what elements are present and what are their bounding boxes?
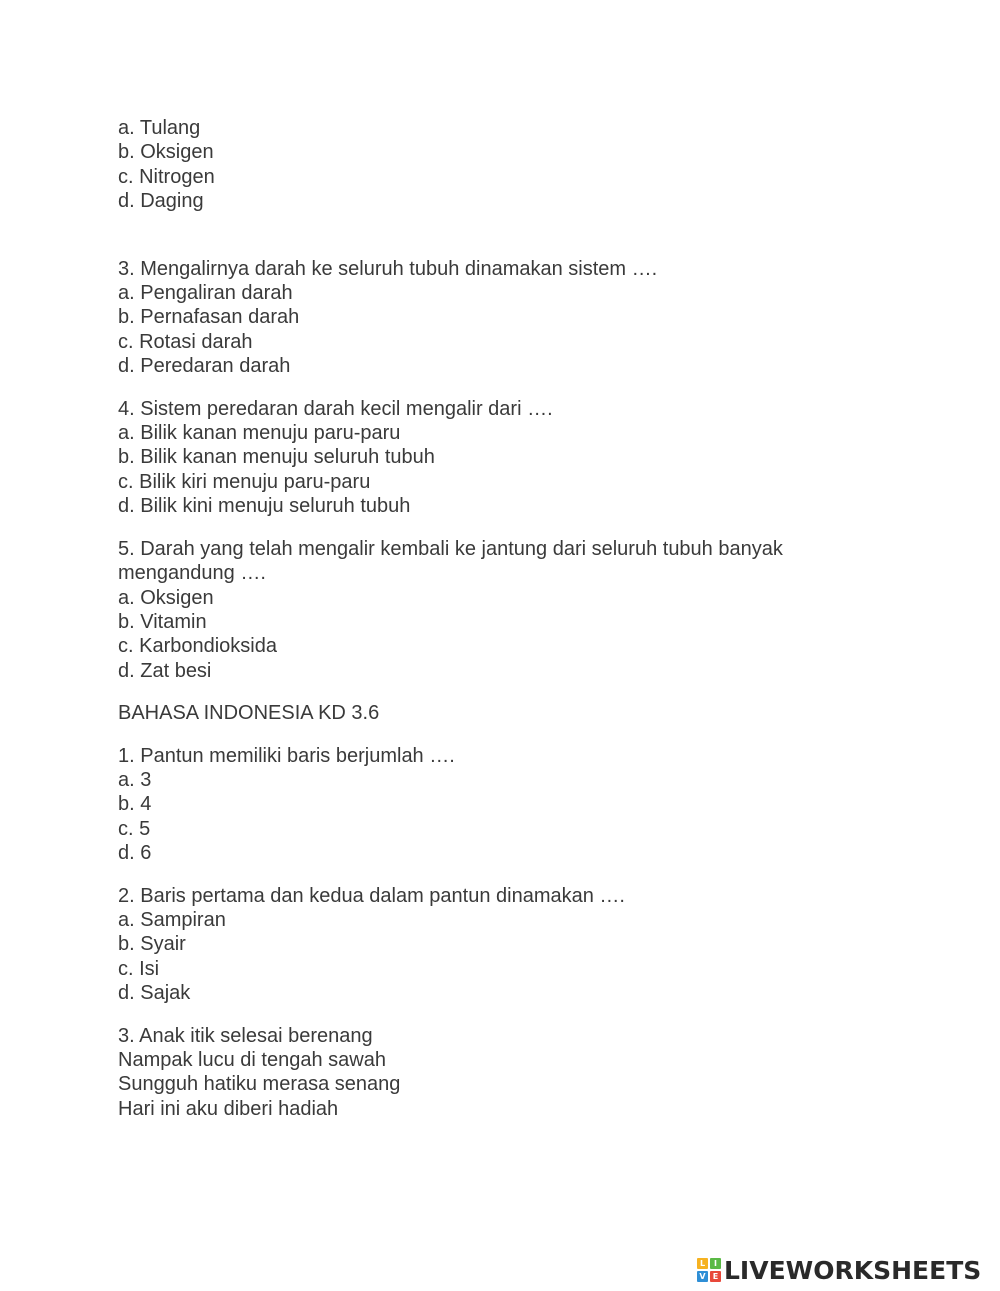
q5-block bbox=[118, 537, 878, 683]
q3-block bbox=[118, 257, 878, 379]
bi-q1-option-c: c. 5 bbox=[118, 817, 151, 840]
q5-option-c: c. Karbondioksida bbox=[118, 635, 277, 658]
q5-question-line2: mengandung …. bbox=[118, 562, 266, 585]
bi-q2-option-b: b. Syair bbox=[118, 933, 186, 956]
q4-option-d: d. Bilik kini menuju seluruh tubuh bbox=[118, 495, 411, 518]
q2-options bbox=[118, 116, 878, 214]
bi-q1-option-a: a. 3 bbox=[118, 768, 152, 791]
bi-q2-question: 2. Baris pertama dan kedua dalam pantun dinamakan …. bbox=[118, 884, 625, 907]
q4-option-a: a. Bilik kanan menuju paru-paru bbox=[118, 422, 401, 445]
q2-option-b: b. Oksigen bbox=[118, 141, 214, 164]
bi-q3-line-4: Hari ini aku diberi hadiah bbox=[118, 1097, 339, 1120]
q5-question-line1: 5. Darah yang telah mengalir kembali ke jantung dari seluruh tubuh banyak bbox=[118, 537, 783, 560]
q4-question: 4. Sistem peredaran darah kecil mengalir dari …. bbox=[118, 397, 553, 420]
bi-q2-option-a: a. Sampiran bbox=[118, 908, 226, 931]
bi-q1-option-b: b. 4 bbox=[118, 793, 152, 816]
q2-option-a: a. Tulang bbox=[118, 117, 201, 139]
bi-q1-question: 1. Pantun memiliki baris berjumlah …. bbox=[118, 744, 455, 767]
bi-q1-option-d: d. 6 bbox=[118, 842, 152, 865]
bi-q3-block bbox=[118, 1024, 878, 1122]
logo-blocks-icon bbox=[697, 1258, 721, 1282]
q3-option-a: a. Pengaliran darah bbox=[118, 282, 293, 305]
bi-q2-option-d: d. Sajak bbox=[118, 982, 191, 1005]
q3-option-d: d. Peredaran darah bbox=[118, 355, 291, 378]
q3-question: 3. Mengalirnya darah ke seluruh tubuh dinamakan sistem …. bbox=[118, 257, 658, 280]
bi-q1-block bbox=[118, 744, 878, 866]
logo-block-v: V bbox=[697, 1271, 708, 1282]
q4-option-b: b. Bilik kanan menuju seluruh tubuh bbox=[118, 446, 435, 469]
q2-option-d: d. Daging bbox=[118, 190, 204, 213]
q5-option-d: d. Zat besi bbox=[118, 659, 212, 682]
logo-block-i: I bbox=[710, 1258, 721, 1269]
bi-q3-line-2: Nampak lucu di tengah sawah bbox=[118, 1049, 386, 1071]
q4-block bbox=[118, 397, 878, 519]
logo-block-l: L bbox=[697, 1258, 708, 1269]
q4-option-c: c. Bilik kiri menuju paru-paru bbox=[118, 470, 371, 493]
liveworksheets-logo bbox=[697, 1256, 981, 1284]
logo-block-e: E bbox=[710, 1271, 721, 1282]
section-heading bbox=[118, 701, 878, 725]
worksheet-page bbox=[118, 116, 878, 1121]
bi-q3-line-3: Sungguh hatiku merasa senang bbox=[118, 1073, 401, 1096]
bi-q2-block bbox=[118, 884, 878, 1006]
q5-option-a: a. Oksigen bbox=[118, 586, 214, 609]
bi-q2-option-c: c. Isi bbox=[118, 957, 160, 980]
q5-option-b: b. Vitamin bbox=[118, 610, 207, 633]
q3-option-b: b. Pernafasan darah bbox=[118, 306, 300, 329]
bi-q3-line-1: 3. Anak itik selesai berenang bbox=[118, 1024, 373, 1047]
q2-option-c: c. Nitrogen bbox=[118, 165, 215, 188]
logo-text: LIVEWORKSHEETS bbox=[724, 1255, 982, 1285]
q3-option-c: c. Rotasi darah bbox=[118, 330, 253, 353]
section-title: BAHASA INDONESIA KD 3.6 bbox=[118, 702, 380, 725]
